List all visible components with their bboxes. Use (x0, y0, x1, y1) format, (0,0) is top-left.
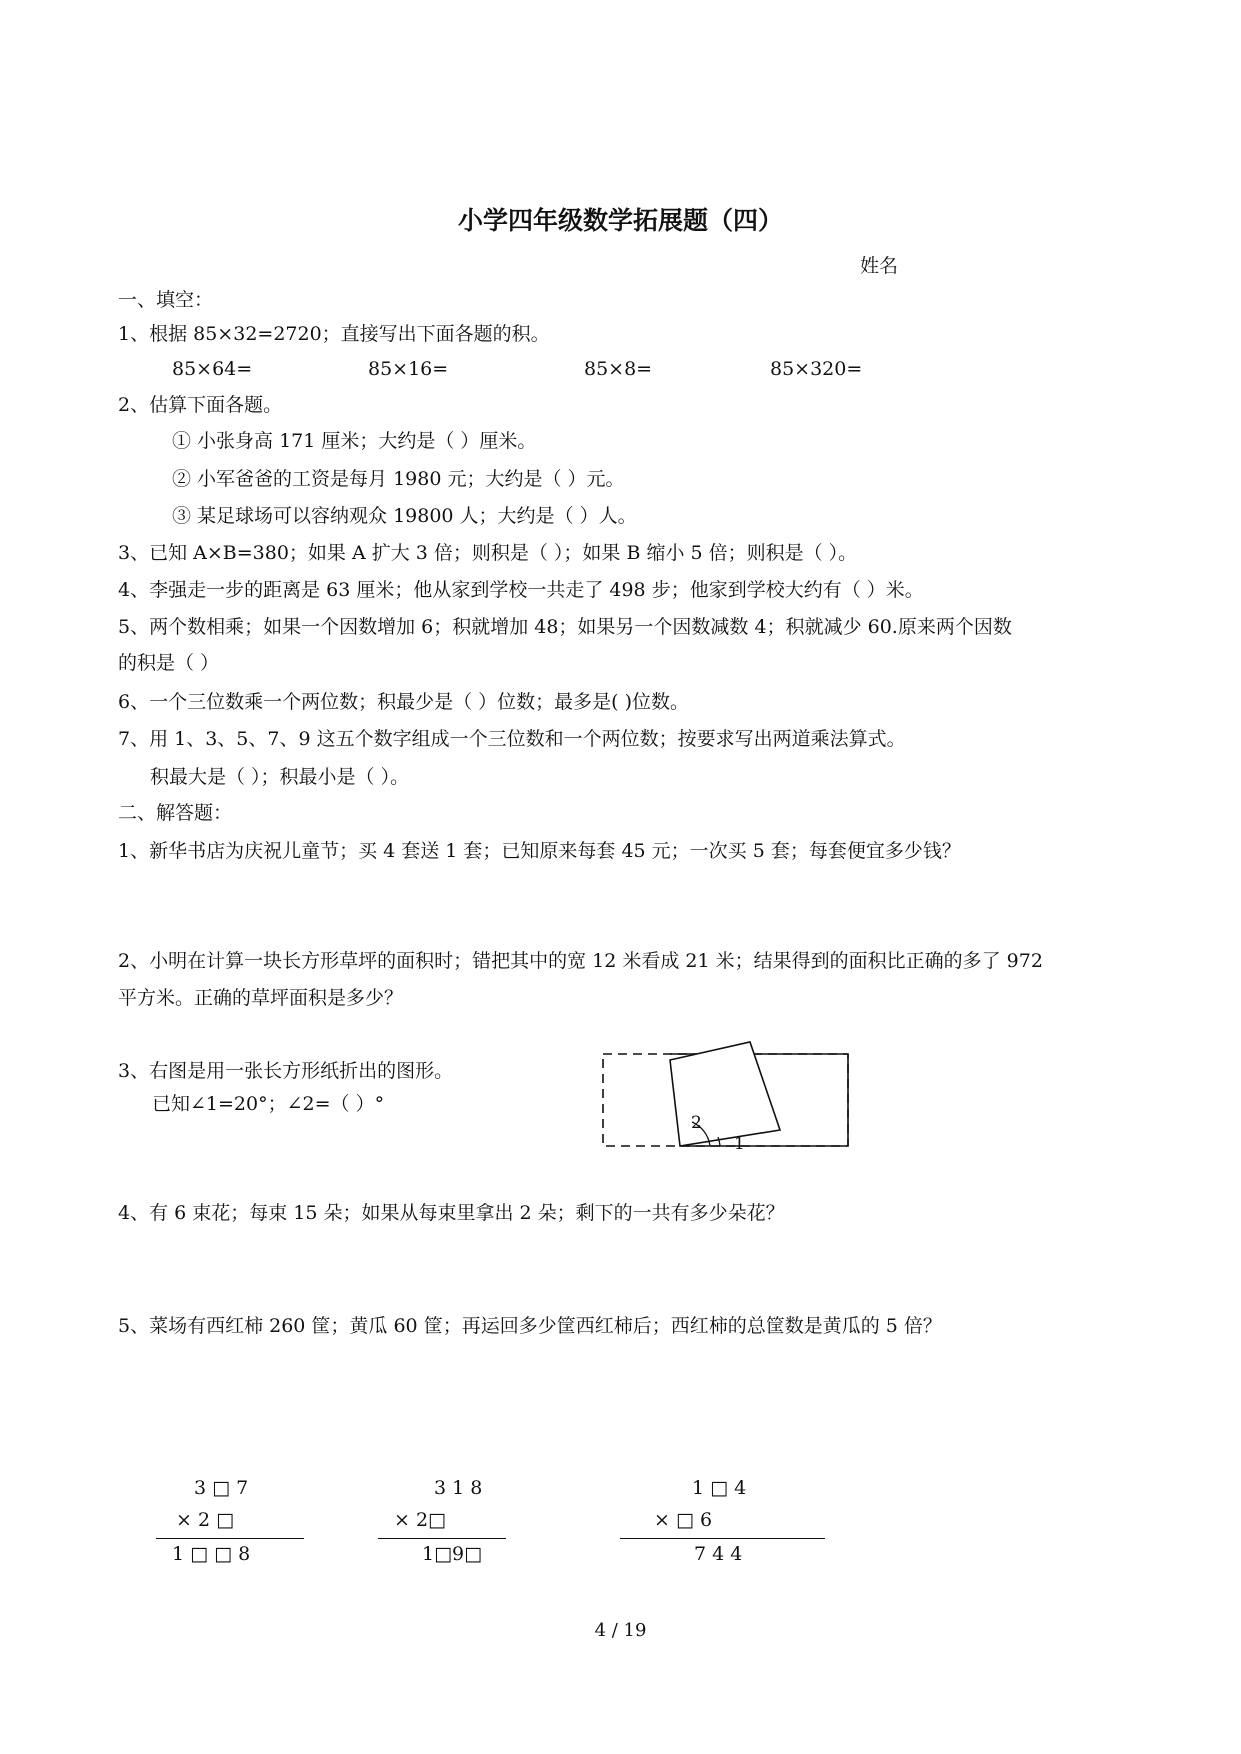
problem-3-line-1: 3、右图是用一张长方形纸折出的图形。 (118, 1060, 454, 1082)
problem-4: 4、有 6 束花；每束 15 朵；如果从每束里拿出 2 朵；剩下的一共有多少朵花？ (118, 1202, 785, 1224)
puzzle-1-rule (156, 1538, 304, 1539)
folded-flap (670, 1042, 780, 1146)
q2-item-1: ① 小张身高 171 厘米；大约是（ ）厘米。 (172, 430, 537, 452)
page-title: 小学四年级数学拓展题（四） (457, 206, 783, 235)
folded-paper-figure (600, 255, 863, 1160)
angle-2-label: 2 (691, 1113, 702, 1133)
angle-1-label: 1 (734, 1134, 745, 1154)
problem-3-line-2: 已知∠1=20°；∠2=（ ）° (152, 1093, 385, 1115)
problem-5: 5、菜场有西红柿 260 筐；黄瓜 60 筐；再运回多少筐西红柿后；西红柿的总筐数是黄瓜的 5 倍？ (118, 1315, 942, 1337)
puzzle-3-top: 1 □ 4 (692, 1477, 747, 1499)
q2-item-3: ③ 某足球场可以容纳观众 19800 人；大约是（ ）人。 (172, 505, 637, 527)
puzzle-3-multiplier: × □ 6 (654, 1509, 713, 1531)
q6: 6、一个三位数乘一个两位数；积最少是（ ）位数；最多是( )位数。 (118, 691, 689, 713)
q5-line-2: 的积是（ ） (118, 652, 220, 674)
problem-2-line-2: 平方米。正确的草坪面积是多少？ (118, 987, 404, 1009)
q2-stem: 2、估算下面各题。 (118, 394, 283, 416)
q7-line-2: 积最大是（ ）；积最小是（ ）。 (150, 766, 410, 788)
q1-item-3: 85×8= (584, 358, 653, 380)
puzzle-3-result: 7 4 4 (694, 1543, 743, 1565)
puzzle-3-rule (620, 1538, 825, 1539)
problem-2-line-1: 2、小明在计算一块长方形草坪的面积时；错把其中的宽 12 米看成 21 米；结果得到的面积比正确的多了 972 (118, 950, 1043, 972)
page-number: 4 / 19 (594, 1620, 647, 1641)
puzzle-2-result: 1□9□ (422, 1543, 483, 1565)
puzzle-1-multiplier: × 2 □ (176, 1509, 235, 1531)
q5-line-1: 5、两个数相乘；如果一个因数增加 6；积就增加 48；如果另一个因数减数 4；积就减少 60.原来两个因数 (118, 616, 1012, 638)
q4: 4、李强走一步的距离是 63 厘米；他从家到学校一共走了 498 步；他家到学校大约有（ ）米。 (118, 579, 924, 601)
puzzle-2-multiplier: × 2□ (394, 1509, 446, 1531)
q7-line-1: 7、用 1、3、5、7、9 这五个数字组成一个三位数和一个两位数；按要求写出两道乘法算式。 (118, 728, 906, 750)
section-1-heading: 一、填空： (118, 289, 214, 311)
puzzle-1-result: 1 □ □ 8 (172, 1543, 251, 1565)
q1-item-4: 85×320= (770, 358, 863, 380)
q1-item-1: 85×64= (172, 358, 253, 380)
puzzle-2-rule (378, 1538, 506, 1539)
q1-stem: 1、根据 85×32=2720；直接写出下面各题的积。 (118, 323, 550, 345)
puzzle-2-top: 3 1 8 (434, 1477, 483, 1499)
puzzle-1-top: 3 □ 7 (194, 1477, 249, 1499)
section-2-heading: 二、解答题： (118, 802, 233, 824)
problem-1: 1、新华书店为庆祝儿童节；买 4 套送 1 套；已知原来每套 45 元；一次买 5 套；每套便宜多少钱？ (118, 840, 961, 862)
q1-item-2: 85×16= (368, 358, 449, 380)
name-label: 姓名 (860, 255, 899, 277)
q3: 3、已知 A×B=380；如果 A 扩大 3 倍；则积是（ ）；如果 B 缩小 5 倍；则积是（ ）。 (118, 542, 858, 564)
q2-item-2: ② 小军爸爸的工资是每月 1980 元；大约是（ ）元。 (172, 468, 625, 490)
